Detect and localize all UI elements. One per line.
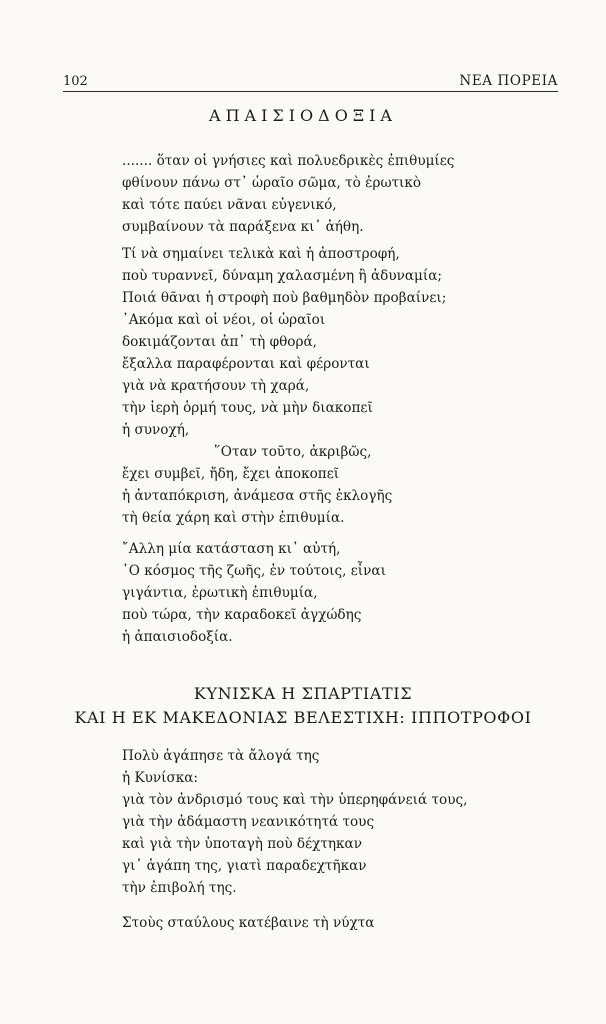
verse-line: ἡ ἀνταπόκριση, ἀνάμεσα στῆς ἐκλογῆς: [122, 488, 393, 504]
verse-line: γιὰ νὰ κρατήσουν τὴ χαρά,: [122, 378, 310, 394]
verse-line: συμβαίνουν τὰ παράξενα κι᾽ ἀήθη.: [122, 219, 364, 235]
verse-line: τὴ θεία χάρη καὶ στὴν ἐπιθυμία.: [122, 510, 345, 526]
poem1-stanza-2: [122, 243, 542, 529]
running-head: ΝΕΑ ΠΟΡΕΙΑ: [459, 73, 558, 89]
poem-title: ΑΠΑΙΣΙΟΔΟΞΙΑ: [209, 106, 397, 125]
verse-line: ἔξαλλα παραφέρονται καὶ φέρονται: [122, 356, 370, 372]
verse-line: ποὺ τώρα, τὴν καραδοκεῖ ἀγχώδης: [122, 607, 362, 623]
verse-line: ῎Αλλη μία κατάσταση κι᾽ αὐτή,: [122, 541, 341, 557]
poem-title-line-1: ΚΥΝΙΣΚΑ Η ΣΠΑΡΤΙΑΤΙΣ: [193, 684, 413, 703]
verse-line: τὴν ἱερὴ ὁρμή τους, νὰ μὴν διακοπεῖ: [122, 400, 373, 416]
verse-line: γιὰ τὸν ἀνδρισμό τους καὶ τὴν ὑπερηφάνειά τους,: [122, 792, 468, 808]
verse-line: ἡ ἀπαισιοδοξία.: [122, 629, 233, 645]
verse-line: Πολὺ ἀγάπησε τὰ ἄλογά της: [122, 748, 320, 764]
verse-line: Ποιά θᾶναι ἡ στροφὴ ποὺ βαθμηδὸν προβαίνει;: [122, 290, 447, 306]
verse-line-indented: ῞Οταν τοῦτο, ἀκριβῶς,: [214, 444, 372, 460]
poem2-stanza-2: [122, 912, 542, 934]
verse-line: ποὺ τυραννεῖ, δύναμη χαλασμένη ἢ ἀδυναμία;: [122, 268, 442, 284]
verse-line: ἔχει συμβεῖ, ἤδη, ἔχει ἀποκοπεῖ: [122, 466, 340, 482]
poem1-stanza-3: [122, 538, 542, 648]
poem-title-line-2: ΚΑΙ Η ΕΚ ΜΑΚΕΔΟΝΙΑΣ ΒΕΛΕΣΤΙΧΗ: ΙΠΠΟΤΡΟΦΟΙ: [74, 708, 532, 727]
page-number: 102: [63, 74, 88, 89]
verse-line: ....... ὅταν οἱ γνήσιες καὶ πολυεδρικὲς ἐπιθυμίες: [122, 153, 455, 169]
verse-line: ᾽Ακόμα καὶ οἱ νέοι, οἱ ὡραῖοι: [122, 312, 326, 328]
verse-line: φθίνουν πάνω στ᾽ ὡραῖο σῶμα, τὸ ἐρωτικὸ: [122, 175, 422, 191]
verse-line: Τί νὰ σημαίνει τελικὰ καὶ ἡ ἀποστροφή,: [122, 246, 400, 262]
verse-line: δοκιμάζονται ἀπ᾽ τὴ φθορά,: [122, 334, 317, 350]
verse-line: γιγάντια, ἐρωτικὴ ἐπιθυμία,: [122, 585, 318, 601]
verse-line: γι᾽ ἀγάπη της, γιατὶ παραδεχτῆκαν: [122, 858, 367, 874]
verse-line: Στοὺς σταύλους κατέβαινε τὴ νύχτα: [122, 915, 375, 931]
page-header: [63, 72, 558, 92]
verse-line: ἡ συνοχή,: [122, 422, 190, 438]
poem2-stanza-1: [122, 745, 542, 899]
poem1-stanza-1: [122, 150, 542, 238]
verse-line: καὶ τότε παύει νᾶναι εὐγενικό,: [122, 197, 337, 213]
verse-line: ῾Ο κόσμος τῆς ζωῆς, ἐν τούτοις, εἶναι: [122, 563, 386, 579]
verse-line: ἡ Κυνίσκα:: [122, 770, 199, 786]
verse-line: καὶ γιὰ τὴν ὑποταγὴ ποὺ δέχτηκαν: [122, 836, 362, 852]
verse-line: τὴν ἐπιβολή της.: [122, 880, 237, 896]
verse-line: γιὰ τὴν ἀδάμαστη νεανικότητά τους: [122, 814, 375, 830]
